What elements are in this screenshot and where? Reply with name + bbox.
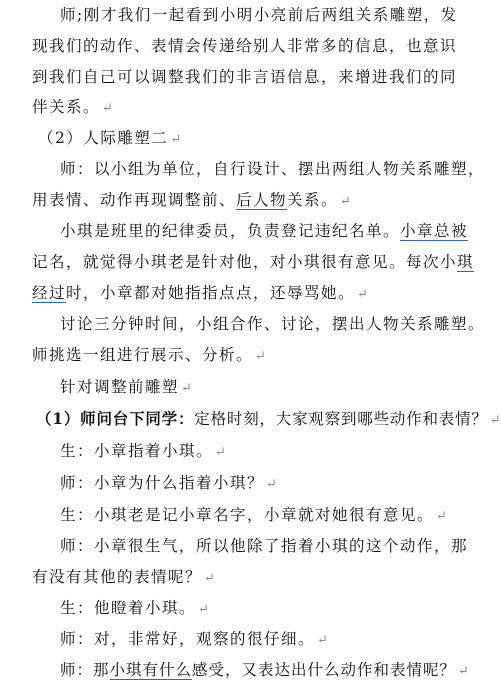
line-text: 师：那: [60, 661, 110, 679]
line-text: 伴关系。: [32, 98, 101, 116]
underlined-text: 后人物: [236, 191, 288, 209]
dialogue-line: [60, 504, 447, 528]
section-heading: [38, 127, 181, 151]
line-text: 记名，就觉得小琪老是针对他，对小琪很有意见。每次小: [32, 253, 458, 271]
paragraph-mark-icon: ↵: [340, 194, 351, 209]
paragraph-mark-icon: ↵: [181, 381, 192, 396]
paragraph-line: [32, 344, 266, 368]
paragraph-mark-icon: ↵: [317, 633, 328, 648]
paragraph-mark-icon: ↵: [489, 413, 501, 428]
line-text: 时，小章都对她指指点点，还辱骂她。: [66, 284, 356, 302]
paragraph-mark-icon: ↵: [170, 132, 182, 147]
underlined-text: 小章总被: [400, 222, 469, 240]
paragraph-mark-icon: ↵: [266, 477, 277, 492]
paragraph-line: [60, 376, 192, 400]
paragraph-mark-icon: ↵: [215, 445, 226, 460]
line-text: 现我们的动作、表情会传递给别人非常多的信息，也意识: [32, 37, 458, 55]
paragraph-line: [60, 4, 458, 26]
line-text: 定格时刻，大家观察到哪些动作和表情？: [194, 410, 488, 428]
line-text: 到我们自己可以调整我们的非言语信息，来增进我们的同: [32, 68, 458, 86]
paragraph-mark-icon: ↵: [198, 602, 209, 617]
dialogue-line: [60, 628, 328, 652]
paragraph-mark-icon: ↵: [102, 101, 113, 116]
paragraph-line: [32, 189, 351, 213]
underlined-text: 琪: [457, 253, 475, 271]
line-text: 师：小章很生气，所以他除了指着小琪的这个动作，那: [60, 537, 469, 555]
underlined-text: 小琪有什么: [109, 661, 193, 679]
line-text: 师挑选一组进行展示、分析。: [32, 346, 254, 364]
paragraph-mark-icon: ↵: [436, 509, 447, 524]
question-heading: [36, 408, 501, 432]
paragraph-line: [32, 66, 457, 88]
dialogue-line: [60, 472, 277, 496]
line-text: 师：小章为什么指着小琪？: [60, 474, 265, 492]
line-text: 关系。: [287, 191, 339, 209]
line-text: 针对调整前雕塑: [60, 378, 180, 396]
dialogue-line: [60, 440, 226, 464]
paragraph-line: [60, 220, 468, 242]
paragraph-mark-icon: ↵: [204, 571, 215, 586]
dialogue-line: [60, 535, 468, 557]
paragraph-line: [32, 282, 368, 306]
paragraph-line: [32, 251, 474, 273]
line-text: 用表情、动作再现调整前、: [32, 191, 237, 209]
paragraph-line: [60, 158, 485, 180]
line-text: 感受，又表达出什么动作和表情呢？: [192, 661, 457, 679]
paragraph-mark-icon: ↵: [357, 287, 368, 302]
paragraph-mark-icon: ↵: [458, 664, 469, 679]
line-text: 有没有其他的表情呢？: [32, 568, 203, 586]
line-text: 生：小琪老是记小章名字，小章就对她很有意见。: [60, 506, 435, 524]
dialogue-line: [60, 597, 209, 621]
bold-label: （1）师问台下同学：: [36, 409, 195, 428]
paragraph-line: [60, 313, 485, 335]
line-text: 小琪是班里的纪律委员，负责登记违纪名单。: [60, 222, 401, 240]
paragraph-mark-icon: ↵: [255, 349, 266, 364]
line-text: 师;刚才我们一起看到小明小亮前后两组关系雕塑，发: [60, 6, 458, 24]
line-text: 师：对，非常好，观察的很仔细。: [60, 630, 316, 648]
line-text: 讨论三分钟时间，小组合作、讨论，摆出人物关系雕塑。: [60, 315, 486, 333]
dialogue-line: [32, 566, 215, 590]
line-text: 生：他瞪着小琪。: [60, 599, 197, 617]
dialogue-line: [60, 659, 469, 683]
underlined-text: 经过: [32, 284, 67, 302]
line-text: 师：以小组为单位，自行设计、摆出两组人物关系雕塑，: [60, 160, 486, 178]
paragraph-line: [32, 35, 457, 57]
paragraph-line: [32, 96, 113, 120]
line-text: （2）人际雕塑二: [38, 129, 169, 147]
line-text: 生：小章指着小琪。: [60, 442, 214, 460]
